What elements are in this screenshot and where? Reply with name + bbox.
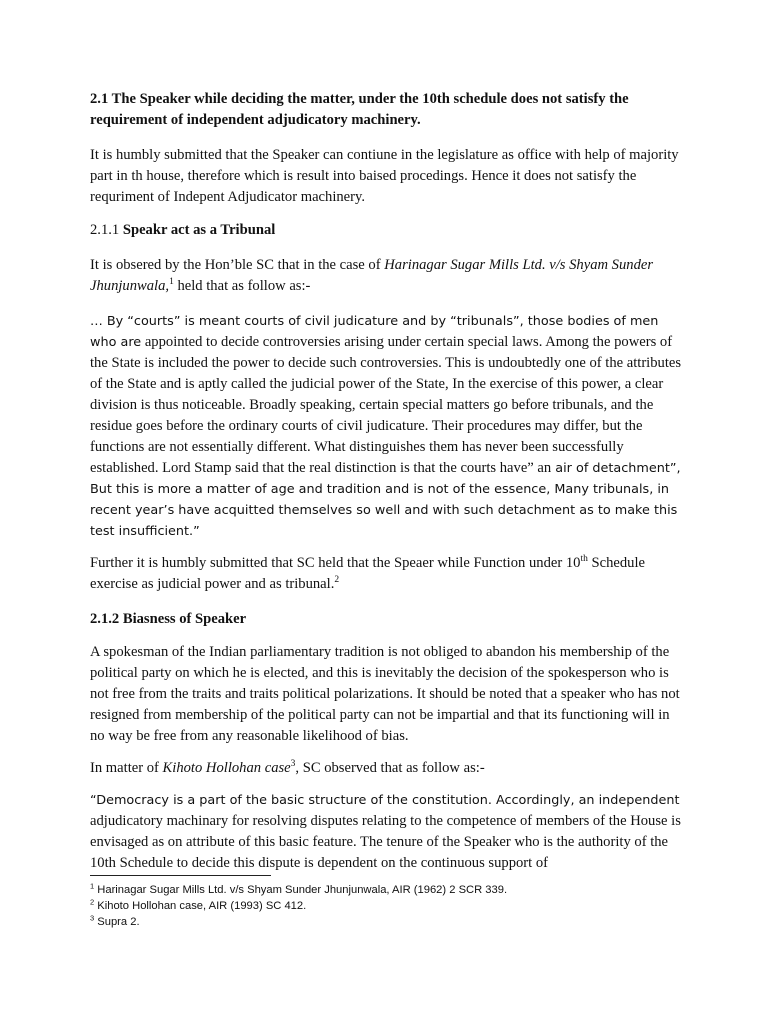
document-body: [90, 89, 682, 874]
quote-2-opening: “Democracy is a part of the basic structure of the constitution. Accordingly, an independent: [90, 793, 680, 808]
kihoto-case-name: Kihoto Hollohan case: [162, 760, 291, 776]
section-2-1-2-heading: 2.1.2 Biasness of Speaker: [90, 611, 247, 627]
footnote-text: Harinagar Sugar Mills Ltd. v/s Shyam Sunder Jhunjunwala, AIR (1962) 2 SCR 339.: [94, 884, 508, 896]
footnote-2: [90, 898, 690, 914]
footnote-separator: [90, 875, 271, 876]
further-text: Further it is humbly submitted that SC held that the Speaer while Function under 10: [90, 555, 581, 571]
further-submission-paragraph: [90, 553, 682, 595]
kihoto-intro-text: In matter of: [90, 760, 163, 776]
harinagar-quote: [90, 311, 682, 542]
quote-1-opening: … By “courts” is meant courts of civil judicature and by “tribunals”, those bodies of men who are: [90, 314, 659, 350]
footnote-text: Kihoto Hollohan case, AIR (1993) SC 412.: [94, 900, 307, 912]
section-2-1-1-number: 2.1.1: [90, 222, 120, 238]
kihoto-intro-tail: , SC observed that as follow as:-: [295, 760, 485, 776]
quote-1-closing: air of detachment”, But this is more a matter of age and tradition and is not of the essence, Many tribunals, in recent year’s have acquitted themselves so well and with such detachment as to make this test insufficient.”: [90, 461, 681, 539]
footnote-text: Supra 2.: [94, 916, 140, 928]
harinagar-case-name: Harinagar Sugar Mills Ltd. v/s Shyam Sunder Jhunjunwala,: [90, 257, 654, 294]
further-text-tail: Schedule exercise as judicial power and as tribunal.: [90, 555, 645, 592]
section-2-1-1-title: Speakr act as a Tribunal: [122, 222, 276, 238]
section-2-1-paragraph: It is humbly submitted that the Speaker can contiune in the legislature as office with help of majority part in th house, therefore which is result into baised procedings. Hence it does not satisfy the requriment of Indepent Adjudicator machinery.: [90, 147, 679, 205]
footnote-number: 2: [90, 897, 95, 907]
ordinal-suffix: th: [580, 554, 588, 565]
footnote-1: [90, 882, 690, 898]
footnote-ref-3[interactable]: 3: [290, 759, 296, 770]
kihoto-quote: [90, 790, 682, 874]
footnote-3: [90, 914, 690, 930]
kihoto-intro-paragraph: [90, 758, 682, 779]
quote-1-body: appointed to decide controversies arising under certain special laws. Among the powers of the State is included the power to decide such controversies. This is undoubtedly one of the attributes of the State and is aptly called the judicial power of the State, In the exercise of this power, a clear division is thus noticeable. Broadly speaking, certain special matters go before tribunals, and the residue goes before the ordinary courts of civil judicature. Their procedures may differ, but the functions are not essentially different. What distinguishes them has never been successfully established. Lord Stamp said that the real distinction is that the courts have” an: [90, 334, 682, 476]
quote-2-body: adjudicatory machinary for resolving disputes relating to the competence of members of the House is envisaged as on attribute of this basic feature. The tenure of the Speaker who is the authority of the 10th Schedule to decide this dispute is dependent on the continuous support of: [90, 813, 681, 871]
section-2-1-1-heading: [90, 220, 682, 241]
footnote-number: 3: [90, 913, 95, 923]
harinagar-intro-paragraph: [90, 255, 682, 297]
footnote-ref-1[interactable]: 1: [169, 277, 174, 288]
biasness-paragraph: A spokesman of the Indian parliamentary tradition is not obliged to abandon his membership of the political party on which he is elected, and this is inevitably the decision of the spokesperson who is not free from the traits and traits political polarizations. It should be noted that a speaker who has not resigned from membership of the political party can not be impartial and that its functioning will in no way be free from any reasonable likelihood of bias.: [90, 644, 680, 744]
section-2-1-heading: 2.1 The Speaker while deciding the matter, under the 10th schedule does not satisfy the requirement of independent adjudicatory machinery.: [90, 91, 629, 128]
footnote-number: 1: [90, 881, 95, 891]
footnotes: [90, 882, 690, 930]
harinagar-intro-text: It is obsered by the Hon’ble SC that in the case of: [90, 257, 385, 273]
footnote-ref-2[interactable]: 2: [334, 575, 340, 586]
harinagar-intro-tail: held that as follow as:-: [173, 278, 311, 294]
